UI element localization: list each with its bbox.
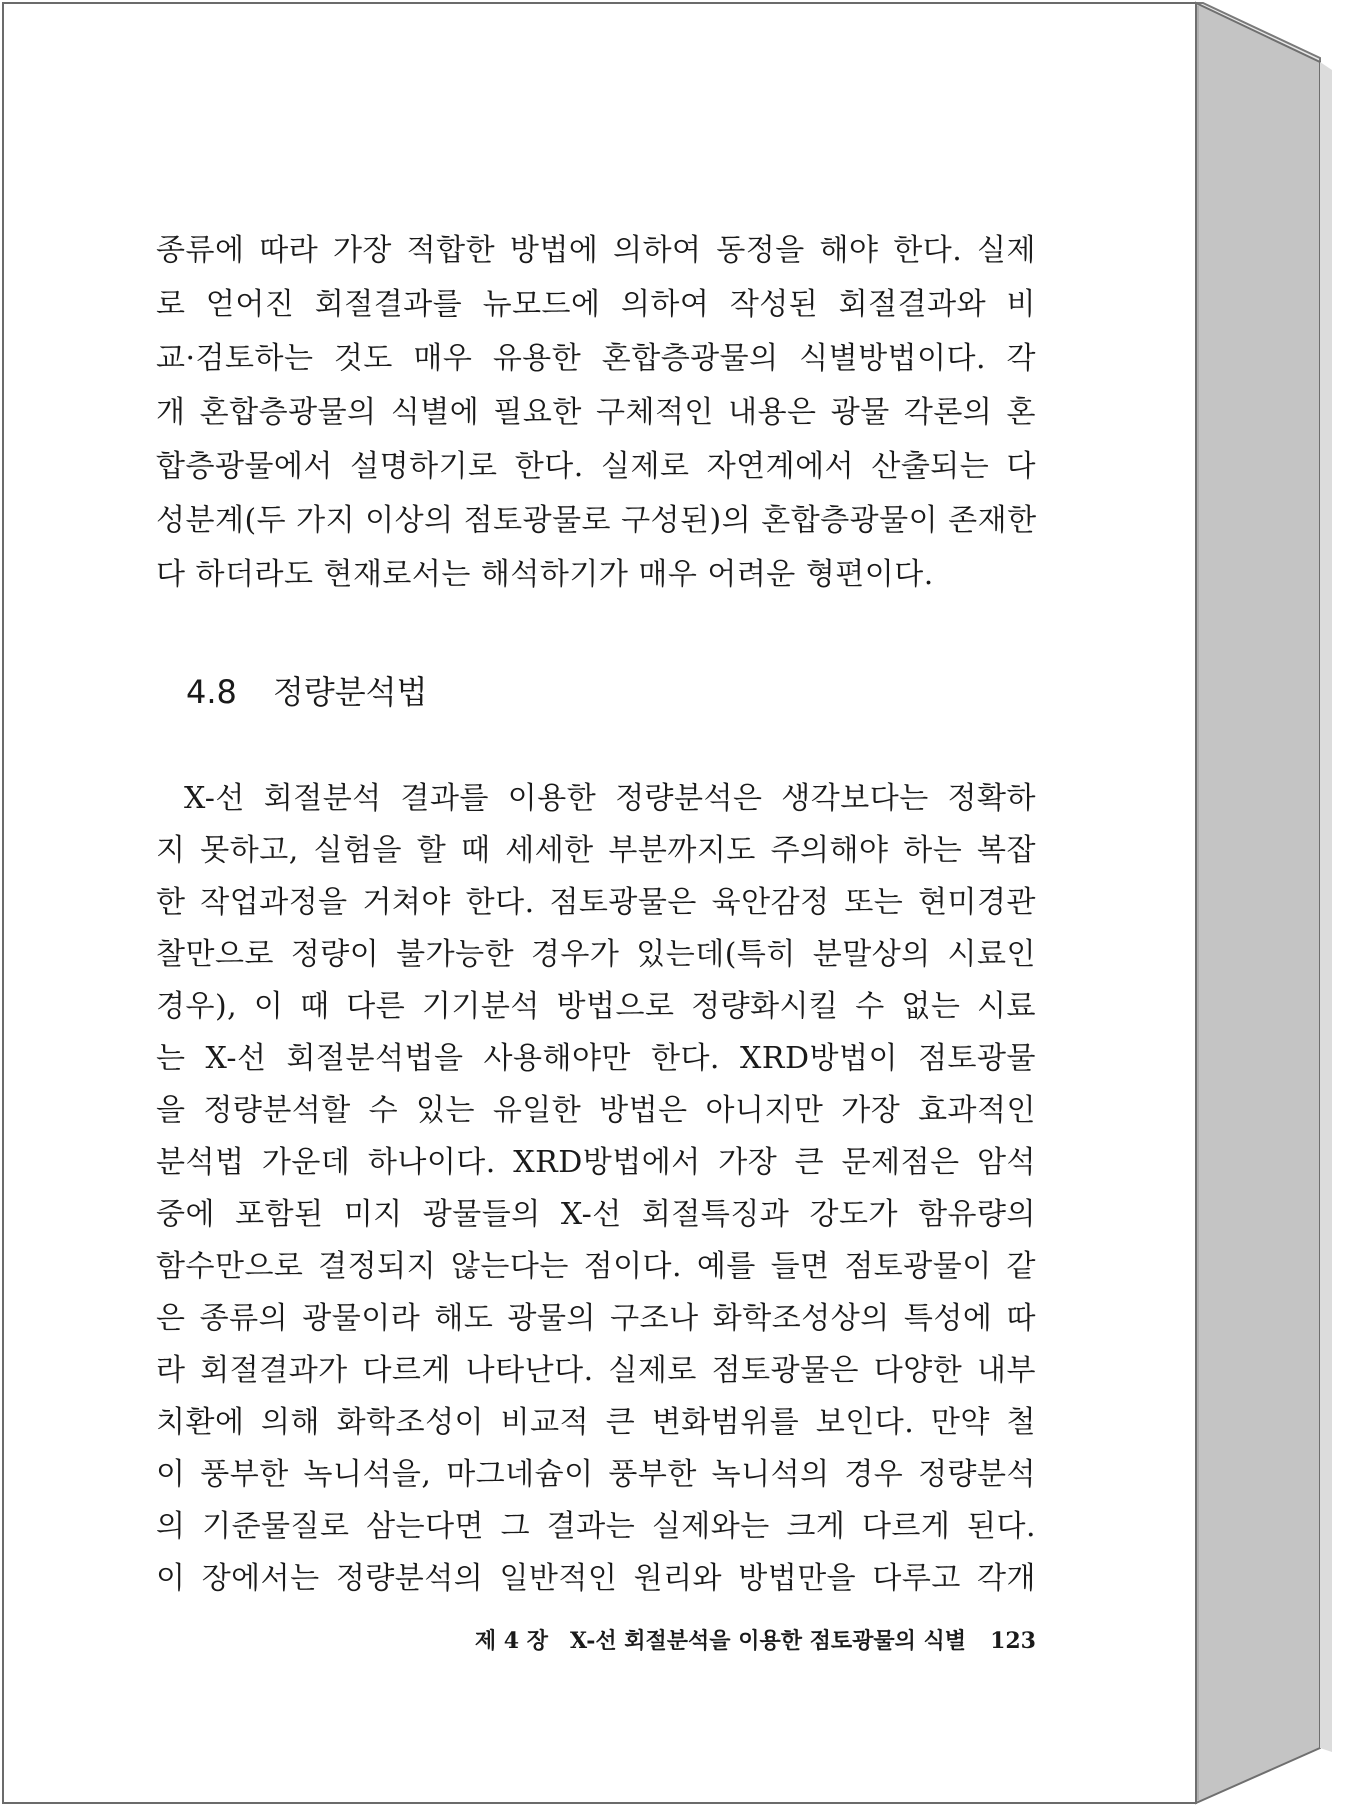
- page-number: 123: [990, 1628, 1036, 1654]
- paragraph2-line: 이 장에서는 정량분석의 일반적인 원리와 방법만을 다루고 각개: [156, 1561, 1036, 1596]
- paragraph2-line: 분석법 가운데 하나이다. XRD방법에서 가장 큰 문제점은 암석: [156, 1145, 1036, 1180]
- paragraph2-line: 지 못하고, 실험을 할 때 세세한 부분까지도 주의해야 하는 복잡: [156, 833, 1036, 868]
- paragraph1-line: 성분계(두 가지 이상의 점토광물로 구성된)의 혼합층광물이 존재한: [156, 503, 1037, 538]
- paragraph2-line: 중에 포함된 미지 광물들의 X-선 회절특징과 강도가 함유량의: [156, 1197, 1036, 1232]
- paragraph2-line: 라 회절결과가 다르게 나타난다. 실제로 점토광물은 다양한 내부: [156, 1353, 1036, 1388]
- paragraph1-line: 교·검토하는 것도 매우 유용한 혼합층광물의 식별방법이다. 각: [156, 341, 1036, 376]
- section-number: 4.8: [186, 673, 237, 711]
- section-heading: [186, 672, 427, 712]
- paragraph1-line: 합층광물에서 설명하기로 한다. 실제로 자연계에서 산출되는 다: [156, 449, 1036, 484]
- paragraph2-line: 이 풍부한 녹니석을, 마그네슘이 풍부한 녹니석의 경우 정량분석: [156, 1457, 1036, 1492]
- paragraph2-line: X-선 회절분석 결과를 이용한 정량분석은 생각보다는 정확하: [184, 781, 1036, 816]
- paragraph1-line: 개 혼합층광물의 식별에 필요한 구체적인 내용은 광물 각론의 혼: [156, 395, 1036, 430]
- paragraph1-line: 종류에 따라 가장 적합한 방법에 의하여 동정을 해야 한다. 실제: [156, 233, 1036, 268]
- running-footer: [384, 1626, 1036, 1656]
- paragraph2-line: 의 기준물질로 삼는다면 그 결과는 실제와는 크게 다르게 된다.: [156, 1509, 1036, 1544]
- paragraph2-line: 경우), 이 때 다른 기기분석 방법으로 정량화시킬 수 없는 시료: [156, 989, 1036, 1024]
- paragraph2-line: 는 X-선 회절분석법을 사용해야만 한다. XRD방법이 점토광물: [156, 1041, 1036, 1076]
- paragraph1-line: 로 얻어진 회절결과를 뉴모드에 의하여 작성된 회절결과와 비: [156, 287, 1036, 322]
- page: [4, 4, 1195, 1802]
- paragraph2-line: 치환에 의해 화학조성이 비교적 큰 변화범위를 보인다. 만약 철: [156, 1405, 1036, 1440]
- paragraph2-line: 찰만으로 정량이 불가능한 경우가 있는데(특히 분말상의 시료인: [156, 937, 1036, 972]
- paragraph2-line: 은 종류의 광물이라 해도 광물의 구조나 화학조성상의 특성에 따: [156, 1301, 1036, 1336]
- footer-chapter-number: 제 4 장: [474, 1628, 548, 1654]
- paragraph2-line: 한 작업과정을 거쳐야 한다. 점토광물은 육안감정 또는 현미경관: [156, 885, 1036, 920]
- paragraph1-line: 다 하더라도 현재로서는 해석하기가 매우 어려운 형편이다.: [156, 557, 934, 592]
- paragraph2-line: 을 정량분석할 수 있는 유일한 방법은 아니지만 가장 효과적인: [156, 1093, 1036, 1128]
- footer-chapter-title: X-선 회절분석을 이용한 점토광물의 식별: [569, 1628, 967, 1654]
- section-title: 정량분석법: [272, 673, 428, 711]
- paragraph2-line: 함수만으로 결정되지 않는다는 점이다. 예를 들면 점토광물이 같: [156, 1249, 1036, 1284]
